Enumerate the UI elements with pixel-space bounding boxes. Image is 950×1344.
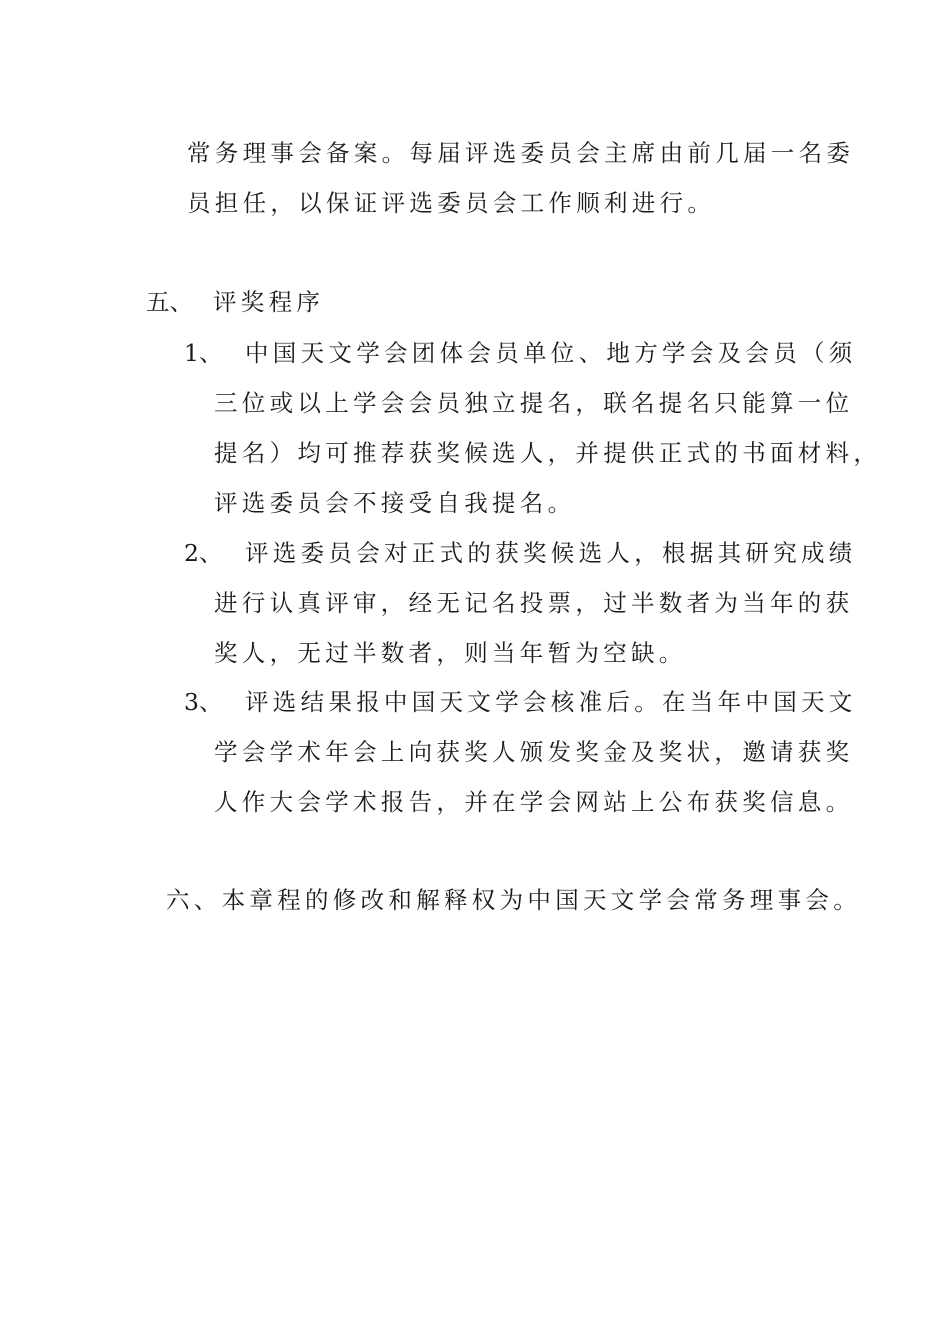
item-line: 评选结果报中国天文学会核准后。在当年中国天文 — [245, 688, 857, 716]
item-line: 奖人，无过半数者，则当年暂为空缺。 — [214, 639, 687, 667]
item-line: 学会学术年会上向获奖人颁发奖金及奖状，邀请获奖 — [214, 738, 854, 766]
section-six-text: 六、本章程的修改和解释权为中国天文学会常务理事会。 — [166, 886, 861, 914]
item-line: 评选委员会不接受自我提名。 — [214, 489, 576, 517]
item-line: 评选委员会对正式的获奖候选人，根据其研究成绩 — [245, 539, 857, 567]
item-number: 1、 — [184, 339, 223, 367]
item-number: 2、 — [184, 539, 223, 567]
item-line: 人作大会学术报告，并在学会网站上公布获奖信息。 — [214, 788, 854, 816]
item-line: 提名）均可推荐获奖候选人，并提供正式的书面材料， — [214, 439, 882, 467]
item-number: 3、 — [184, 688, 223, 716]
item-line: 进行认真评审，经无记名投票，过半数者为当年的获 — [214, 589, 854, 617]
section-title: 评奖程序 — [213, 288, 325, 316]
item-line: 三位或以上学会会员独立提名，联名提名只能算一位 — [214, 389, 854, 417]
item-line: 中国天文学会团体会员单位、地方学会及会员（须 — [245, 339, 857, 367]
paragraph-line: 员担任，以保证评选委员会工作顺利进行。 — [187, 189, 716, 217]
paragraph-line: 常务理事会备案。每届评选委员会主席由前几届一名委 — [187, 139, 855, 167]
section-number: 五、 — [146, 288, 193, 316]
